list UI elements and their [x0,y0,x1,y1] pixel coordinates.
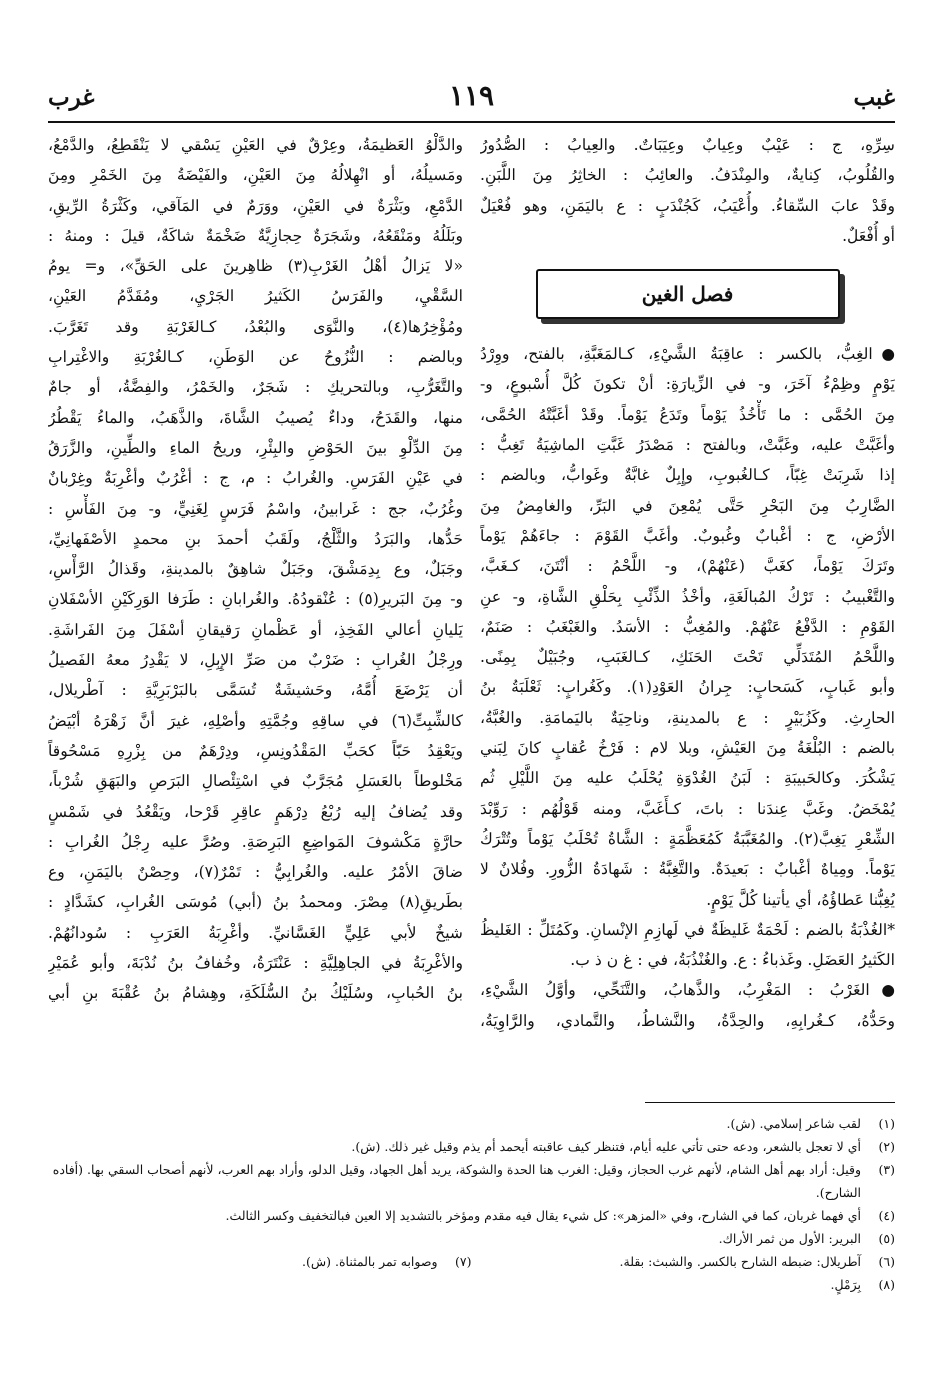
footnote [48,1250,472,1273]
page-number: ١١٩ [448,79,495,112]
footnote-text: لقب شاعر إسلامي. (ش). [726,1116,861,1131]
text-line: والقُلُوبُ، كِنايةٌ، والمِنْدَفُ. والعائِبُ : الخاثِرُ مِنَ اللَّبَنِ. [480,166,895,185]
footnotes [48,1112,895,1296]
footnote-text: أي فهما غربان، كما في الشارح، وفي «المزهر»: كل شيء يقال فيه مقدم ومؤخر بالتشديد إلا العين فبالتخفيف وكسر الثالث. [225,1208,861,1223]
footnote-row [48,1250,895,1273]
running-head-left: غرب [48,84,95,111]
footnote-number: (٧) [455,1254,472,1269]
text-line: حَدُّها، والبَرَدُ والثَّلْجُ، ولَقَبُ أحمدَ بنِ محمدٍ الأصْفَهانِيِّ، [48,529,463,548]
footnote [48,1158,895,1204]
text-line: يَليانِ أعالي الفَخِذِ، أو عَظْمانِ رَقيقانِ أسْفَلَ مِنَ الفَراشَةِ. [48,620,463,639]
text-line: في عَيْنِ الفَرَسِ. والغُرابُ : م، ج : أغْرُبٌ وأغْرِبَةٌ وغِرْبانٌ [48,469,463,488]
text-line: و- مِنَ البَريرِ(٥) : عُنْقودُهُ. والغُرابانِ : طَرَفا الوَرِكَيْنِ الأسْفَلانِ [48,590,463,609]
text-line: يَشْكُرَ. وكالحَبيبَةِ : لَبَنُ الغُدْوَةِ يُحْلَبُ عليه مِنَ اللَّيْلِ ثُم [480,769,895,788]
text-line: يُغِبُّنا عَطاؤُهُ، أي يأتينا كُلَّ يَوْمٍ. [706,890,895,909]
text-line: إذا شَرِبَتْ غِبّاً، كـالغُبوبِ، وإِبِلٌ غابَّةٌ وغَوابُّ، وبالضم : [480,466,895,485]
text-line: وأغَبَّتْ عليه، وغَبَّتْ، وبالفتح : مَصْدَرُ غَبَّتِ الماشِيَةُ تَغِبُّ : [480,436,895,455]
text-line: والدَّلْوُ العَظيمَةُ، وعِرْقٌ في العَيْنِ يَسْقي لا يَنْقَطِعُ، والدَّمْعُ، [48,136,463,154]
text-line: «لا يَزالُ أهْلُ الغَرْبِ(٣) ظاهِرينَ على الحَقِّ»، و= يومُ [48,257,463,276]
text-line: والأغْرِبَةُ في الجاهِلِيَّةِ : عَنْتَرَةُ، وخُفافُ بنُ نُدْبَةَ، وأبو عُمَيْرِ [48,954,463,973]
text-line: حارَّةٍ مَكْشوفَ المَواضِعِ البَرِصَةِ. وصُرَّ عليه رِجْلُ الغُرابِ : [48,832,463,851]
text-line: بالضم : البُلْغَةُ مِنَ العَيْشِ، وبلا لام : فَرْخُ عُقابٍ كانَ لِبَني [480,739,895,758]
text-line: منها، والقَدَحُ، وداءٌ يُصيبُ الشَّاةَ، والذَّهَبُ، والماءُ يَقْطُرُ [48,408,463,427]
text-line: ورِجْلُ الغُرابِ : ضَرْبٌ من صَرِّ الإِبِلِ، لا يَقْدِرُ معهُ الفَصيلُ [48,651,463,670]
text-line: مِنَ الحُمَّى : ما تَأْخُذُ يَوْماً وتَدَعُ يَوْماً. وقَدْ أغَبَّتْهُ الحُمَّى، [480,405,895,424]
footnote [48,1135,895,1158]
footnote-number: (٥) [878,1231,895,1246]
text-line: أن يَرْضَعَ أُمَّهُ، وحَشيشَةٌ تُسَمَّى بالبَرْبَرِيَّةِ : آطْريلال، [48,681,463,700]
right-column [480,130,895,1036]
text-line: القَوْمِ : الدَّفْعُ عَنْهُمْ. والمُغِبُّ : الأسَدُ. والغَبْغَبُ : صَنَمٌ، [480,617,895,636]
text-line: سِرِّهِ، ج : عَيْبٌ وعِيابٌ وعِيَبَاتٌ. والعِيابُ : الصُّدُورُ [480,136,895,154]
footnote [48,1273,895,1296]
section-title-box [536,269,840,319]
text-line: مَخْلوطاً بالعَسَلِ مُجَرَّبٌ في اسْتِئْصالِ البَرَصِ والبَهَقِ شُرْباً، [48,772,463,791]
text-line: شيخٌ لأبي عَلِيٍّ الغَسَّانيِّ. وأغْرِبَةُ العَرَبِ : سُودانُهُمْ. [48,923,463,942]
text-line: وقد يُضافُ إليه رُبْعُ دِرْهَمٍ عاقِرِ قَرْحا، ويَقْعُدُ في شَمْسٍ [48,802,463,821]
text-line: وغُرُبٌ، جج : غَرابينُ، واسْمُ فَرَسٍ لِغَنِيٍّ، و- مِنَ الفَأْسِ : [48,499,463,518]
text-line: يَوْماً. ومِياهٌ أغْبابٌ : بَعيدَةٌ. والتَّغِبَّةُ : شَهادَةُ الزُّورِ. وفُلانٌ لا [480,860,895,879]
running-head-right: غبب [853,84,895,111]
footnote-text: أي لا تعجل بالشعر، ودعه حتى تأتي عليه أيام، فتنظر كيف عاقبته أيحمد أم يذم وقيل غير ذلك. (ش). [351,1139,861,1154]
text-line: ●الغِبُّ، بالكسر : عاقِبَةُ الشَّيْءِ، كـالمَغَبَّةِ، بالفتح، ووِرْدُ [480,345,895,364]
text-line: كالشِّبِتِّ(٦) في ساقِهِ وجُمَّتِهِ وأصْلِهِ، غيرَ أنَّ زَهْرَهُ أبْيَضُ [48,711,463,730]
text-line: والتَّغَرُّبِ، وبالتحريكِ : شَجَرٌ، والخَمْرُ، والفِضَّةُ، أو جامٌ [48,378,463,397]
text-line: وبَلَلُهُ ومَنْقَعُهُ، وشَجَرَةٌ حِجازِيَّةٌ ضَخْمَةٌ شاكَةٌ، قيلَ : ومنهُ : [48,226,463,245]
footnote-number: (٢) [878,1139,895,1154]
text-line: وجَبَلٌ، وع بِدِمَشْقَ، وجَبَلٌ شاهِقٌ بالمدينةِ، وقَذالُ الرَّأْسِ، [48,560,463,579]
footnote-text: آطريلال: ضبطه الشارح بالكسر. والشبث: بقلة. [619,1254,861,1269]
text-line: ومُؤْخِرُها(٤)، والنَّوَى والبُعْدُ، كـالغَرْبَةِ وقد تَغَرَّبَ. [48,317,463,336]
footnote-number: (١) [878,1116,895,1131]
text-line: يَوْمٍ وظِمْءُ آخَرَ، و- في الزِّيارَةِ: أنْ تكونَ كُلَّ أُسْبوعٍ، و- [480,375,895,394]
text-line: الضَّارِبُ مِنَ البَحْرِ حَتَّى يُمْعِنَ في البَرِّ، والغامِضُ مِنَ [480,496,895,515]
footnote-text: وقيل: أراد بهم أهل الشام، لأنهم غرب الحجاز، وقيل: الغرب هنا الحدة والشوكة، يريد أهل الجهاد، وقيل الدلو، وأراد بهم العرب، لأنهم أصحاب السقي بها. (أفاده الشارح). [52,1162,861,1200]
text-line: يُمْخَضُ. وغَبَّ عِندَنا : باتَ، كـأَغَبَّ، ومنه قَوْلُهُم : رَوِّبْدَ [480,799,895,818]
text-line: وبالضم : النُّزُوحُ عن الوَطَنِ، كـالغُرْبَةِ والاغْتِرابِ [48,348,463,367]
footnote [48,1204,895,1227]
footnote-number: (٦) [878,1254,895,1269]
text-line: الحارِثِ. وكَزُبَيْرٍ : ع بالمدينةِ، وناحِيَةٌ باليَمامَةِ. والغُبَّةُ، [480,708,895,727]
header-rule [48,121,895,123]
text-line: أو أُفْعَلٌ. [842,226,895,245]
text-line: الأرْضِ، ج : أغْبابٌ وغُبوبٌ. وأغَبَّ القَوْمَ : جاءَهُمْ يَوْماً [480,526,895,545]
text-line: ومَسيلُهُ، أو انْهِلالُهُ مِنَ العَيْنِ، والفَيْضَةُ مِنَ الخَمْرِ ومِنَ [48,166,463,185]
footnote-text: بِرَمْلٍ. [830,1277,861,1292]
footnote [472,1250,896,1273]
text-line: بطَريقِ(٨) مِصْرَ. ومحمدُ بنُ (أبي) مُوسَى الغُرابِ، كشَدَّادٍ : [48,893,463,912]
footnote-text: البرير: الأول من ثمر الأراك. [718,1231,861,1246]
text-line: واللَّحْمُ المُتَدَلِّي تَحْتَ الحَنَكِ، كـالغَبَبِ، وجُبَيْلٌ بِمِنًى. [480,648,895,667]
text-line: *الغُذْبَةُ بالضم : لَحْمَةٌ غَليظَةٌ في لَهازِمِ الإنْسانِ. وكَمُتَلِّ : الغَليظُ [480,920,895,939]
section-title: فصل الغين [641,282,734,307]
text-line: الدَّمْعِ، وبَثْرَةٌ في العَيْنِ، ووَرَمٌ في المَآقي، وكَثْرَةُ الرِّيقِ، [48,196,463,215]
text-line: بنُ الحُبابِ، وسُلَيْكُ بنُ السُّلَكَةِ، وهِشامُ بنُ عُقْبَةَ بنِ أبي [48,984,463,1003]
text-line: ضاقَ الأمْرُ عليه. والغُرابِيُّ : تَمْرٌ(٧)، وحِصْنٌ باليَمَنِ، وع [48,863,463,882]
text-line: وتَرَكَ يَوْماً، كغَبَّ (عَنْهُمْ)، و- اللَّحْمُ : أنْتَنَ، كـغَبَّ، [480,557,895,576]
text-line: والتَّغْبيبُ : تَرْكُ المُبالَغَةِ، وأخْذُ الذِّئْبِ بِحَلْقِ الشَّاةِ، و- عنِ [480,587,895,606]
text-line: مِنَ الدِّلْوِ بينَ الحَوْضِ والبِئْرِ، وريحُ الماءِ والطِّينِ، والزَّرَقُ [48,438,463,457]
footnote-text: وصوابه تمر بالمثناة. (ش). [302,1254,438,1269]
text-line: ويَعْقِدُ حَبّاً كحَبِّ المَقْدُونِسِ، ودِرْهَمٌ من بِزْرِهِ مَسْحُوقاً [48,741,463,760]
text-line: الشِّعْرِ يَغِبَّ(٢). والمُغَبَّبَةُ كَمُعَظَّمَةٍ : الشَّاةُ تُحْلَبُ يَوْماً وتُتْرَكُ [480,829,895,848]
footnote-number: (٤) [878,1208,895,1223]
footnote [48,1227,895,1250]
footnote-number: (٨) [878,1277,895,1292]
footnote [48,1112,895,1135]
text-line: السَّقْيِ، والفَرَسُ الكَثيرُ الجَرْيِ، ومُقَدَّمُ العَيْنِ، [48,287,463,306]
footnote-number: (٣) [878,1162,895,1177]
left-column [48,130,463,1009]
text-line: وحَدُّهُ، كـغُرابِهِ، والحِدَّةُ، والنَّشاطُ، والتَّمادي، والرَّاوِيَةُ، [480,1011,895,1030]
text-line: ●الغَرْبُ : المَغْرِبُ، والذَّهابُ، والتَّنَحِّي، وأوَّلُ الشَّيْءِ، [480,981,895,1000]
footnote-rule [645,1102,895,1103]
text-line: وقَدْ عابَ السِّقاءُ. وأُعْيَبُ، كَجُنْدَبٍ : ع باليَمَنِ، وهو فُعْيَلٌ [480,196,895,215]
text-line: وأبو غَبابٍ، كَسَحابٍ: جِرانُ العَوْدِ(١). وكَغُرابٍ: ثَعْلَبَةُ بنُ [480,678,895,697]
text-line: الكَثيرُ العَضَلِ. وغَذباءُ : ع. والغُنْذُبَةُ، في : غ ن ذ ب. [570,951,895,970]
